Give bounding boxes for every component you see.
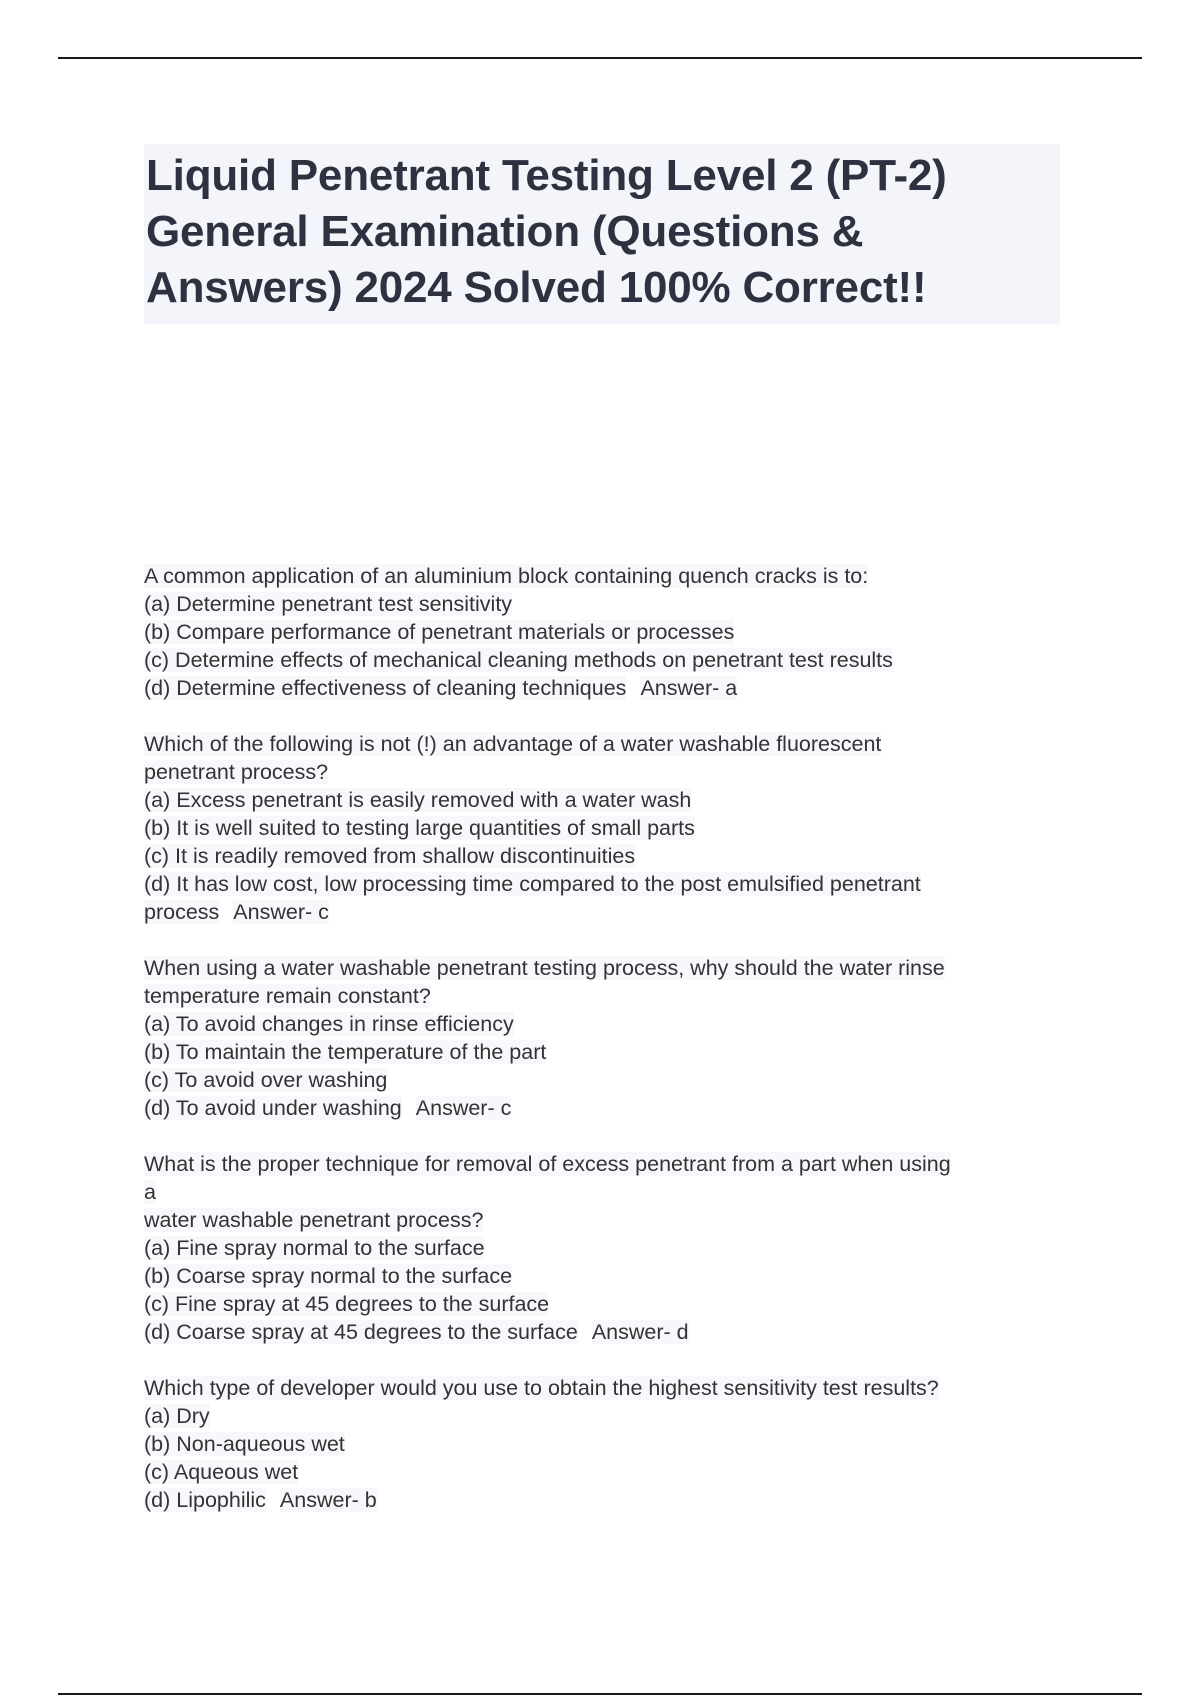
question-4 bbox=[144, 1150, 1064, 1346]
question-stem: Which of the following is not (!) an advantage of a water washable fluorescent bbox=[144, 732, 882, 756]
option-c: (c) To avoid over washing bbox=[144, 1068, 388, 1092]
question-stem-cont: penetrant process? bbox=[144, 760, 329, 784]
option-c: (c) Fine spray at 45 degrees to the surface bbox=[144, 1292, 550, 1316]
question-stem-cont: water washable penetrant process? bbox=[144, 1208, 484, 1232]
question-stem: A common application of an aluminium block containing quench cracks is to: bbox=[144, 564, 869, 588]
question-stem-cont: a bbox=[144, 1180, 156, 1204]
answer: Answer- c bbox=[233, 900, 329, 924]
option-a: (a) To avoid changes in rinse efficiency bbox=[144, 1012, 514, 1036]
question-stem: Which type of developer would you use to obtain the highest sensitivity test results? bbox=[144, 1376, 939, 1400]
bottom-rule bbox=[58, 1693, 1142, 1695]
option-b: (b) To maintain the temperature of the part bbox=[144, 1040, 547, 1064]
option-d: (d) Lipophilic Answer- b bbox=[144, 1488, 377, 1512]
option-b: (b) Non-aqueous wet bbox=[144, 1432, 345, 1456]
title-line: Answers) 2024 Solved 100% Correct!! bbox=[146, 263, 927, 312]
question-3 bbox=[144, 954, 1064, 1122]
title-line: General Examination (Questions & bbox=[146, 207, 864, 256]
answer: Answer- c bbox=[415, 1096, 512, 1120]
question-stem-cont: temperature remain constant? bbox=[144, 984, 431, 1008]
option-c: (c) Determine effects of mechanical cleaning methods on penetrant test results bbox=[144, 648, 893, 672]
answer: Answer- b bbox=[279, 1488, 377, 1512]
option-a: (a) Fine spray normal to the surface bbox=[144, 1236, 485, 1260]
question-stem: What is the proper technique for removal of excess penetrant from a part when using bbox=[144, 1152, 951, 1176]
document-title bbox=[144, 144, 1060, 324]
top-rule bbox=[58, 57, 1142, 59]
option-c: (c) It is readily removed from shallow discontinuities bbox=[144, 844, 636, 868]
answer: Answer- a bbox=[640, 676, 738, 700]
question-list bbox=[144, 562, 1064, 1542]
title-line: Liquid Penetrant Testing Level 2 (PT-2) bbox=[146, 151, 947, 200]
option-d: (d) Determine effectiveness of cleaning techniques Answer- a bbox=[144, 676, 738, 700]
option-b: (b) Coarse spray normal to the surface bbox=[144, 1264, 513, 1288]
question-2 bbox=[144, 730, 1064, 926]
option-b: (b) Compare performance of penetrant materials or processes bbox=[144, 620, 735, 644]
option-d-cont: process Answer- c bbox=[144, 900, 329, 924]
option-c: (c) Aqueous wet bbox=[144, 1460, 299, 1484]
option-a: (a) Excess penetrant is easily removed with a water wash bbox=[144, 788, 692, 812]
answer: Answer- d bbox=[591, 1320, 689, 1344]
option-a: (a) Dry bbox=[144, 1404, 210, 1428]
option-d: (d) To avoid under washing Answer- c bbox=[144, 1096, 512, 1120]
option-a: (a) Determine penetrant test sensitivity bbox=[144, 592, 513, 616]
question-5 bbox=[144, 1374, 1064, 1514]
question-1 bbox=[144, 562, 1064, 702]
question-stem: When using a water washable penetrant testing process, why should the water rinse bbox=[144, 956, 945, 980]
option-b: (b) It is well suited to testing large quantities of small parts bbox=[144, 816, 695, 840]
option-d: (d) Coarse spray at 45 degrees to the surface Answer- d bbox=[144, 1320, 689, 1344]
option-d: (d) It has low cost, low processing time compared to the post emulsified penetrant bbox=[144, 872, 921, 896]
